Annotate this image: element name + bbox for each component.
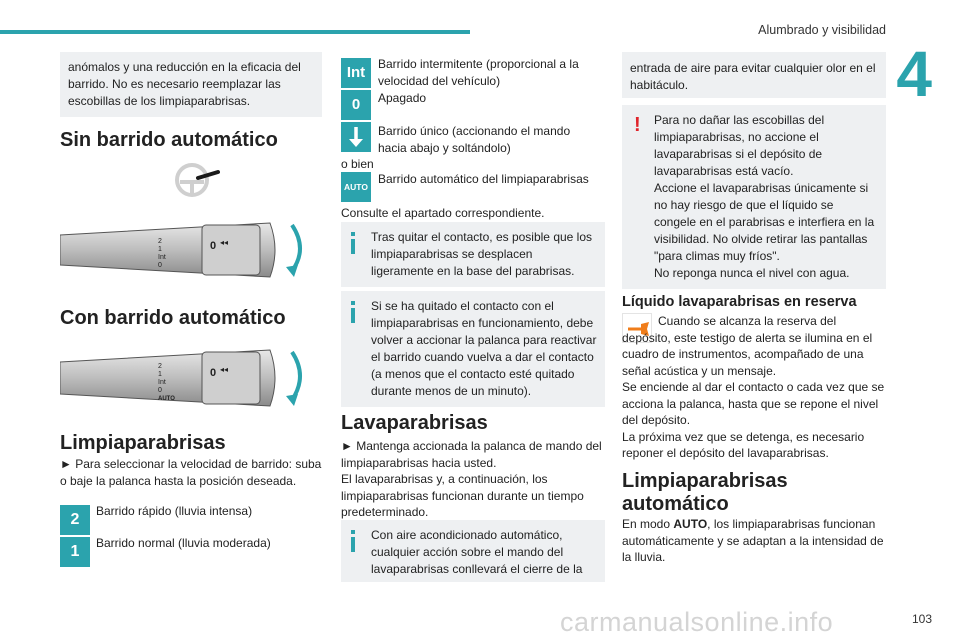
down-arrow-icon: [341, 122, 371, 152]
warning-icon: !: [634, 114, 641, 136]
note-continued: anómalos y una reducción en la eficacia del barrido. No es necesario reemplazar las escobillas de los limpiaparabrisas.: [60, 52, 322, 117]
heading-lavaparabrisas: Lavaparabrisas: [341, 412, 488, 434]
heading-limpiaparabrisas-auto: Limpiaparabrisas automático: [622, 470, 788, 515]
page-number: 103: [911, 612, 932, 626]
badge-speed-1: 1: [60, 537, 90, 567]
wiper-stalk-illustration: [60, 215, 310, 285]
item-text-off: Apagado: [378, 91, 427, 105]
badge-auto: AUTO: [341, 172, 371, 202]
auto-mode-text: En modo AUTO, los limpiaparabrisas funcionan automáticamente y se adaptan a la intensidad de la lluvia.: [622, 517, 884, 564]
chapter-number: 4: [896, 38, 932, 110]
info-note-reactivate: Si se ha quitado el contacto con el limpiaparabrisas en funcionamiento, debe volver a accionar la palanca para reactivar el barrido cuando vuelva a dar el contacto (a menos que el contacto esté quitado durante menos de un minuto).: [341, 291, 605, 407]
info-note-aircon: Con aire acondicionado automático, cualquier acción sobre el mando del lavaparabrisas conllevará el cierre de la: [341, 520, 605, 582]
consulte-text: Consulte el apartado correspondiente.: [341, 206, 545, 220]
intro-text: ► Para seleccionar la velocidad de barrido: suba o baje la palanca hasta la posición deseada.: [60, 457, 322, 488]
svg-text:0: 0: [158, 387, 162, 394]
svg-text:Int: Int: [158, 254, 166, 261]
badge-int: Int: [341, 58, 371, 88]
item-text-speed-1: Barrido normal (lluvia moderada): [96, 536, 271, 550]
note-continued-air: entrada de aire para evitar cualquier olor en el habitáculo.: [622, 52, 886, 98]
info-icon: [351, 232, 355, 254]
item-text-speed-2: Barrido rápido (lluvia intensa): [96, 504, 253, 518]
badge-single-wipe: [341, 122, 371, 152]
svg-text:1: 1: [158, 371, 162, 378]
svg-text:2: 2: [158, 363, 162, 370]
item-text-int: Barrido intermitente (proporcional a la velocidad del vehículo): [378, 57, 579, 88]
svg-text:2: 2: [158, 238, 162, 245]
watermark: carmanualsonline.info: [560, 607, 834, 637]
svg-text:◂◂: ◂◂: [220, 238, 229, 247]
liquido-text: Cuando se alcanza la reserva del depósito, este testigo de alerta se ilumina en el cuadro de instrumentos, acompañado de una señal acústica y un mensaje. Se enciende al dar el contacto o cada vez que se acciona la palanca, hasta que se repone el nivel del depósito. La próxima vez que se detenga, es necesario reponer el depósito del lavaparabrisas.: [622, 314, 885, 460]
svg-text:0: 0: [210, 240, 217, 252]
badge-speed-2: 2: [60, 505, 90, 535]
lava-text: ► Mantenga accionada la palanca de mando del limpiaparabrisas hacia usted. El lavaparabrisas y, a continuación, los limpiaparabrisas funcionan durante un tiempo predeterminado.: [341, 439, 602, 519]
svg-text:Int: Int: [158, 379, 166, 386]
steering-wheel-icon: [168, 160, 228, 200]
item-text-auto: Barrido automático del limpiaparabrisas: [378, 172, 589, 186]
heading-con-barrido: Con barrido automático: [60, 307, 286, 329]
wiper-stalk-auto-illustration: [60, 342, 310, 414]
header-accent-bar: [0, 30, 470, 34]
svg-text:0: 0: [158, 262, 162, 269]
o-bien-text: o bien: [341, 157, 374, 171]
item-text-single-wipe: Barrido único (accionando el mando hacia abajo y soltándolo): [378, 124, 571, 155]
stalk-auto-label: AUTO: [158, 396, 175, 402]
info-icon: [351, 301, 355, 323]
section-title: Alumbrado y visibilidad: [758, 23, 886, 37]
badge-off: 0: [341, 90, 371, 120]
info-note-contact: Tras quitar el contacto, es posible que los limpiaparabrisas se desplacen ligeramente en la base del parabrisas.: [341, 222, 605, 287]
svg-text:◂◂: ◂◂: [220, 365, 229, 374]
warning-note: ! Para no dañar las escobillas del limpiaparabrisas, no accione el lavaparabrisas si el depósito de lavaparabrisas está vacío. Accione el lavaparabrisas únicamente si no hay riesgo de que el líquido se congele en el parabrisas e interfiera en la visibilidad. No olvide retirar las pantallas "para climas muy fríos". No reponga nunca el nivel con agua.: [622, 105, 886, 289]
info-icon: [351, 530, 355, 552]
heading-limpiaparabrisas: Limpiaparabrisas: [60, 432, 226, 454]
svg-text:1: 1: [158, 246, 162, 253]
heading-liquido: Líquido lavaparabrisas en reserva: [622, 294, 857, 310]
heading-sin-barrido: Sin barrido automático: [60, 129, 278, 151]
svg-text:0: 0: [210, 367, 217, 379]
